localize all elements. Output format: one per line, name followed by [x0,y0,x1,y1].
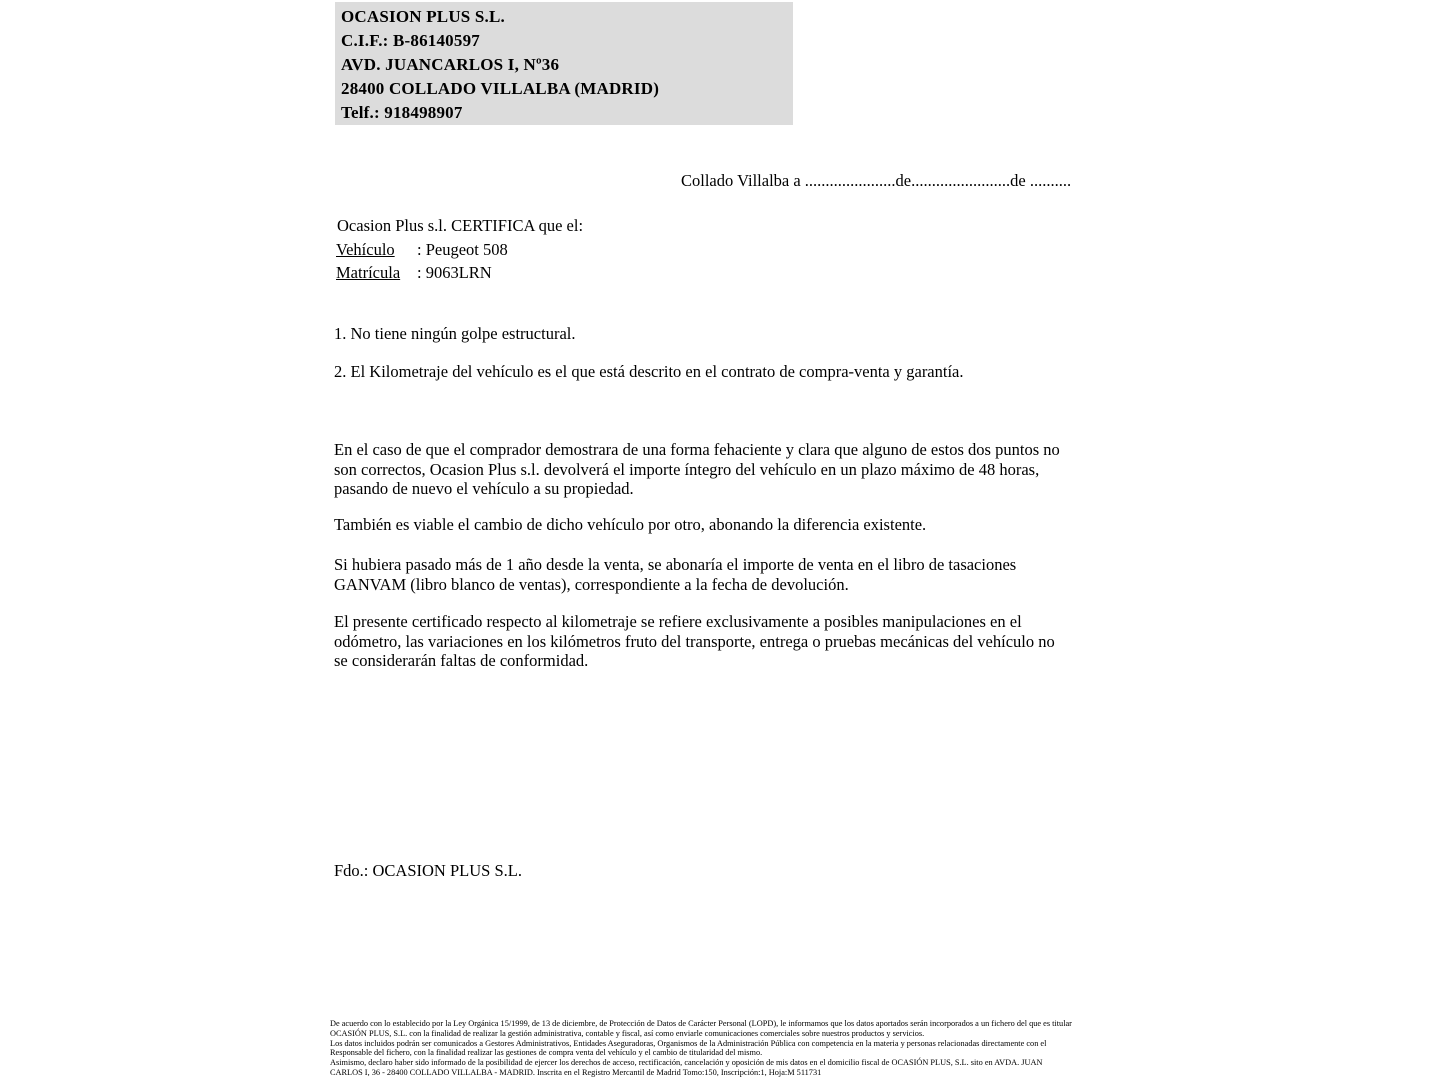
paragraph-line: odómetro, las variaciones en los kilómetros fruto del transporte, entrega o pruebas mecánicas del vehículo no [334,631,1055,651]
vehicle-label: Vehículo [336,240,395,259]
paragraph-line: GANVAM (libro blanco de ventas), correspondiente a la fecha de devolución. [334,574,849,594]
legal-line: OCASIÓN PLUS, S.L. con la finalidad de realizar la gestión administrativa, contable y fiscal, así como enviarle comunicaciones comerciales sobre nuestros productos y servicios. [330,1028,925,1038]
plate-row [336,263,492,283]
vehicle-value: : Peugeot 508 [417,240,508,259]
paragraph-line: En el caso de que el comprador demostrara de una forma fehaciente y clara que alguno de estos dos puntos no [334,440,1060,459]
company-address: AVD. JUANCARLOS I, Nº36 [341,55,560,74]
plate-value: : 9063LRN [417,263,492,282]
certify-intro: Ocasion Plus s.l. CERTIFICA que el: [337,216,584,235]
legal-line: Asimismo, declaro haber sido informado de la posibilidad de ejercer los derechos de acceso, rectificación, cancelación y oposición de mis datos en el domicilio fiscal de OCASIÓN PLUS, S.L. sito en AVDA. JUAN [330,1058,1043,1068]
date-line: Collado Villalba a ......................de........................de .......... [681,171,1072,190]
legal-line: De acuerdo con lo establecido por la Ley Orgánica 15/1999, de 13 de diciembre, de Protección de Datos de Carácter Personal (LOPD), le informamos que los datos aportados serán incorporados a un fichero del que es titular [330,1019,1072,1028]
paragraph-line: El presente certificado respecto al kilometraje se refiere exclusivamente a posibles manipulaciones en el [334,612,1022,631]
company-name: OCASION PLUS S.L. [341,7,505,26]
company-header-block [335,2,793,125]
company-phone: Telf.: 918498907 [341,103,463,122]
certificate-point-2: 2. El Kilometraje del vehículo es el que está descrito en el contrato de compra-venta y garantía. [334,362,964,381]
plate-label: Matrícula [336,263,401,282]
vehicle-row [336,240,508,260]
paragraph-ganvam-valuation [334,555,1104,594]
signature-line: Fdo.: OCASION PLUS S.L. [334,861,522,880]
paragraph-line: se considerarán faltas de conformidad. [334,651,589,670]
legal-line: Los datos incluidos podrán ser comunicados a Gestores Administrativos, Entidades Aseguradoras, Organismos de la Administración Pública con competencia en la materia y personas relacionadas directamente con el [330,1038,1047,1048]
paragraph-exchange-option: También es viable el cambio de dicho vehículo por otro, abonando la diferencia existente. [334,515,927,534]
legal-line: Responsable del fichero, con la finalidad realizar las gestiones de compra venta del vehículo y el cambio de titularidad del mismo. [330,1048,763,1058]
paragraph-odometer-disclaimer [334,612,1104,671]
paragraph-refund-condition [334,440,1104,499]
company-city: 28400 COLLADO VILLALBA (MADRID) [341,79,660,98]
paragraph-line: Si hubiera pasado más de 1 año desde la venta, se abonaría el importe de venta en el libro de tasaciones [334,555,1017,574]
legal-line: CARLOS I, 36 - 28400 COLLADO VILLALBA - MADRID. Inscrita en el Registro Mercantil de Madrid Tomo:150, Inscripción:1, Hoja:M 511731 [330,1067,822,1077]
paragraph-line: pasando de nuevo el vehículo a su propiedad. [334,479,634,498]
legal-fine-print [330,1019,1110,1078]
paragraph-line: son correctos, Ocasion Plus s.l. devolverá el importe íntegro del vehículo en un plazo máximo de 48 horas, [334,459,1040,479]
company-cif: C.I.F.: B-86140597 [341,31,480,50]
certificate-point-1: 1. No tiene ningún golpe estructural. [334,324,576,343]
